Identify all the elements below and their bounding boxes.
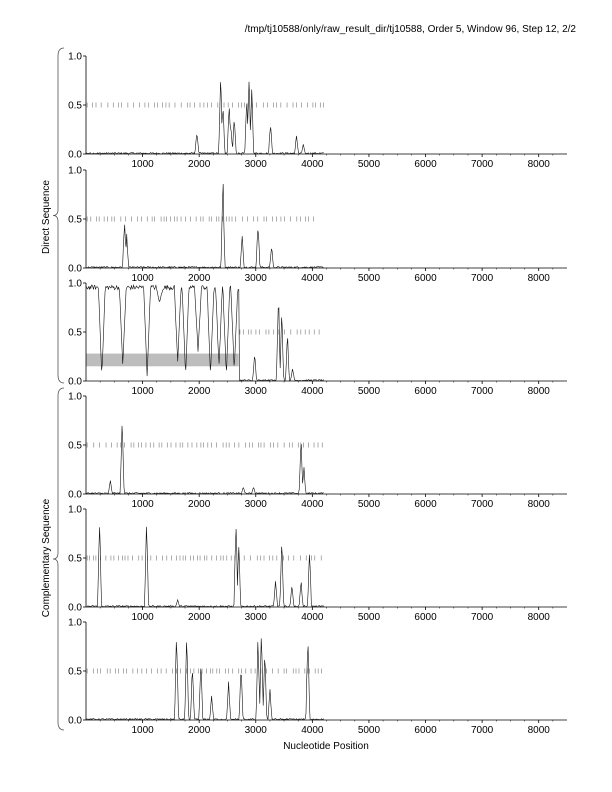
- series-line: [86, 426, 324, 494]
- x-tick-label: 5000: [357, 273, 381, 284]
- panel-2: [68, 166, 567, 285]
- x-tick-label: 1000: [131, 273, 154, 284]
- direct-sequence-brace: [53, 48, 64, 383]
- x-tick-label: 8000: [527, 612, 550, 623]
- x-tick-label: 1000: [131, 499, 154, 510]
- y-tick-label: 1.0: [68, 165, 82, 177]
- x-tick-label: 6000: [414, 499, 437, 510]
- x-tick-label: 5000: [357, 386, 381, 397]
- x-tick-label: 6000: [414, 159, 437, 170]
- y-tick-label: 0.5: [68, 440, 82, 452]
- y-tick-label: 0.0: [68, 602, 82, 614]
- y-tick-label: 0.5: [68, 553, 82, 565]
- x-tick-label: 1000: [131, 159, 154, 170]
- x-tick-label: 7000: [470, 499, 494, 510]
- y-tick-label: 1.0: [68, 391, 82, 403]
- x-tick-label: 4000: [301, 499, 324, 510]
- y-tick-label: 0.5: [68, 327, 82, 339]
- x-tick-label: 5000: [357, 159, 381, 170]
- panel-4: [68, 392, 567, 511]
- x-tick-label: 7000: [470, 273, 494, 284]
- brace-path: [53, 48, 64, 383]
- x-tick-label: 3000: [244, 499, 267, 510]
- x-tick-label: 5000: [357, 725, 381, 736]
- x-tick-label: 7000: [470, 612, 494, 623]
- panel-5: [68, 505, 567, 624]
- y-tick-label: 0.0: [68, 149, 82, 161]
- series-line: [86, 82, 324, 154]
- x-tick-label: 1000: [131, 386, 154, 397]
- panel-6: [68, 618, 567, 737]
- x-tick-label: 7000: [470, 725, 494, 736]
- x-tick-label: 8000: [527, 159, 550, 170]
- panel-3: [68, 279, 567, 398]
- y-tick-label: 0.0: [68, 263, 82, 275]
- x-tick-label: 7000: [470, 386, 494, 397]
- x-tick-label: 8000: [527, 725, 550, 736]
- complementary-sequence-brace: [53, 388, 64, 730]
- complementary-sequence-label: Complementary Sequence: [41, 498, 52, 618]
- y-tick-label: 1.0: [68, 51, 82, 63]
- y-tick-label: 0.5: [68, 666, 82, 678]
- x-tick-label: 4000: [301, 386, 324, 397]
- x-tick-label: 6000: [414, 612, 437, 623]
- x-tick-label: 2000: [188, 386, 211, 397]
- x-tick-label: 6000: [414, 273, 437, 284]
- x-tick-label: 5000: [357, 499, 381, 510]
- x-tick-label: 4000: [301, 273, 324, 284]
- x-tick-label: 3000: [244, 725, 267, 736]
- x-tick-label: 8000: [527, 499, 550, 510]
- x-tick-label: 5000: [357, 612, 381, 623]
- series-line: [86, 285, 324, 381]
- x-tick-label: 2000: [188, 273, 211, 284]
- brace-path: [53, 388, 64, 730]
- x-axis-label: Nucleotide Position: [283, 741, 369, 752]
- y-tick-label: 0.5: [68, 100, 82, 112]
- x-tick-label: 4000: [301, 159, 324, 170]
- y-tick-label: 0.0: [68, 489, 82, 501]
- x-tick-label: 4000: [301, 612, 324, 623]
- y-tick-label: 0.0: [68, 376, 82, 388]
- x-tick-label: 7000: [470, 159, 494, 170]
- x-tick-label: 2000: [188, 499, 211, 510]
- series-line: [86, 527, 324, 607]
- x-tick-label: 1000: [131, 612, 154, 623]
- y-tick-label: 0.0: [68, 715, 82, 727]
- y-tick-label: 1.0: [68, 504, 82, 516]
- y-tick-label: 1.0: [68, 278, 82, 290]
- x-tick-label: 3000: [244, 159, 267, 170]
- page-title: /tmp/tj10588/only/raw_result_dir/tj10588, Order 5, Window 96, Step 12, 2/2: [244, 24, 576, 35]
- direct-sequence-label: Direct Sequence: [41, 180, 52, 254]
- x-tick-label: 1000: [131, 725, 154, 736]
- panel-1: [68, 52, 567, 171]
- shaded-band: [86, 354, 239, 367]
- x-tick-label: 4000: [301, 725, 324, 736]
- x-tick-label: 8000: [527, 386, 550, 397]
- x-tick-label: 6000: [414, 725, 437, 736]
- x-tick-label: 2000: [188, 159, 211, 170]
- y-tick-label: 1.0: [68, 617, 82, 629]
- x-tick-label: 8000: [527, 273, 550, 284]
- y-tick-label: 0.5: [68, 214, 82, 226]
- x-tick-label: 6000: [414, 386, 437, 397]
- x-tick-label: 3000: [244, 386, 267, 397]
- series-line: [86, 184, 324, 268]
- x-tick-label: 3000: [244, 612, 267, 623]
- x-tick-label: 3000: [244, 273, 267, 284]
- x-tick-label: 2000: [188, 725, 211, 736]
- x-tick-label: 2000: [188, 612, 211, 623]
- series-line: [86, 638, 324, 720]
